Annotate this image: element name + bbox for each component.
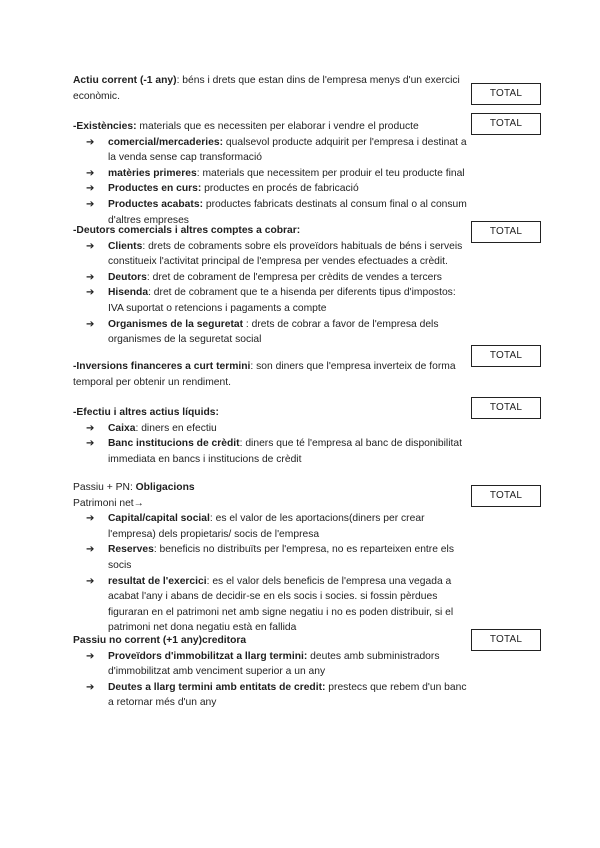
- list-item: [73, 436, 468, 467]
- item-text: productes en procés de fabricació: [201, 183, 359, 195]
- item-text: : es el valor de les aportacions(diners per crear l'empresa) dels propietaris/ socis de l'empresa: [108, 513, 425, 540]
- item-term: Proveïdors d'immobilitzat a llarg termini:: [108, 650, 308, 662]
- list-item: [73, 166, 468, 182]
- section-passiu-pn: [73, 480, 468, 636]
- item-term: Clients: [108, 240, 143, 252]
- inversions-term: -Inversions financeres a curt termini: [73, 361, 251, 372]
- inversions-text: : son diners que l'empresa inverteix de forma temporal per obtenir un rendiment.: [73, 361, 456, 388]
- passiu-pn-list: [73, 511, 468, 636]
- item-term: Caixa: [108, 422, 136, 434]
- existencies-heading: [73, 119, 468, 135]
- item-term: Productes acabats:: [108, 198, 203, 210]
- existencies-term: -Existències:: [73, 121, 137, 132]
- list-item: [73, 542, 468, 573]
- list-item: [73, 511, 468, 542]
- list-item: [73, 285, 468, 316]
- list-item: [73, 135, 468, 166]
- item-term: Hisenda: [108, 287, 149, 299]
- section-inversions: [73, 359, 468, 390]
- item-text: : drets de cobrar a favor de l'empresa dels organismes de la seguretat social: [108, 318, 439, 346]
- section-actiu-corrent: [73, 73, 468, 104]
- list-item: [73, 270, 468, 286]
- passiu-no-corrent-list: [73, 649, 468, 711]
- actiu-corrent-definition: [73, 73, 468, 104]
- efectiu-list: [73, 421, 468, 468]
- efectiu-heading: [73, 405, 468, 421]
- efectiu-term: -Efectiu i altres actius líquids:: [73, 407, 219, 418]
- total-box-existencies: TOTAL: [471, 113, 541, 135]
- existencies-list: [73, 135, 468, 229]
- section-existencies: [73, 119, 468, 228]
- item-text: productes fabricats destinats al consum final o al consum d'altres empreses: [108, 198, 467, 226]
- item-text: qualsevol producte adquirit per l'empresa i destinat a la venda sense cap transformació: [108, 136, 467, 164]
- passiu-no-corrent-heading: [73, 633, 468, 649]
- item-text: : dret de cobrament de l'empresa per crèdits de vendes a tercers: [146, 271, 442, 283]
- list-item: [73, 649, 468, 680]
- item-text: : beneficis no distribuïts per l'empresa, no es reparteixen entre els socis: [108, 544, 454, 571]
- deutors-heading: [73, 223, 468, 239]
- item-text: : dret de cobrament que te a hisenda per diferents tipus d'impostos: IVA suportat o retencions i pagaments a compte: [108, 287, 456, 314]
- passiu-pn-term: Obligacions: [135, 482, 195, 493]
- item-term: resultat de l'exercici: [108, 575, 207, 587]
- patrimoni-net-subtitle: Patrimoni net→: [73, 497, 144, 509]
- section-passiu-no-corrent: [73, 633, 468, 711]
- section-deutors: [73, 223, 468, 348]
- item-text: : diners que té l'empresa al banc de disponibilitat immediata en bancs i institucions de crèdit: [108, 438, 462, 465]
- item-term: Capital/capital social: [108, 513, 210, 525]
- existencies-text: materials que es necessiten per elaborar i vendre el producte: [136, 121, 419, 132]
- item-term: Reserves: [108, 544, 154, 556]
- deutors-list: [73, 239, 468, 348]
- total-box-efectiu: TOTAL: [471, 397, 541, 419]
- total-box-inversions: TOTAL: [471, 345, 541, 367]
- list-item: [73, 239, 468, 270]
- actiu-corrent-text: : béns i drets que estan dins de l'empresa menys d'un exercici econòmic.: [73, 75, 460, 102]
- list-item: [73, 317, 468, 348]
- item-text: : materials que necessitem per produir el teu producte final: [196, 167, 465, 179]
- item-term: Deutors: [108, 271, 147, 283]
- item-term: Organismes de la seguretat: [108, 318, 244, 330]
- item-term: Deutes a llarg termini amb entitats de credit:: [108, 681, 326, 693]
- item-text: : diners en efectiu: [135, 422, 217, 434]
- passiu-pn-heading: [73, 480, 468, 496]
- deutors-term: -Deutors comercials i altres comptes a cobrar:: [73, 225, 301, 236]
- total-box-passiu-no-corrent: TOTAL: [471, 629, 541, 651]
- item-term: comercial/mercaderies:: [108, 136, 224, 148]
- item-term: matèries primeres: [108, 167, 197, 179]
- list-item: [73, 181, 468, 197]
- total-box-actiu-corrent: TOTAL: [471, 83, 541, 105]
- item-text: deutes amb subministradors d'immobilitzat amb venciment superior a un any: [108, 650, 440, 678]
- section-efectiu: [73, 405, 468, 467]
- list-item: [73, 574, 468, 636]
- item-text: : es el valor dels beneficis de l'empresa una vegada a acabat l'any i abans de decidir-se en els socis i socies. si fossin pèrdues figuraran en el patrimoni net amb signe negatiu i no es poden distribuir, si el patrimoni net dona negatiu està en fallida: [108, 575, 454, 634]
- item-text: : drets de cobraments sobre els proveïdors habituals de béns i serveis constitueix l'activitat principal de l'empresa per vendes efectuades a crèdit.: [108, 240, 463, 268]
- inversions-definition: [73, 359, 468, 390]
- passiu-no-corrent-term: Passiu no corrent (+1 any)creditora: [73, 635, 247, 646]
- actiu-corrent-term: Actiu corrent (-1 any): [73, 75, 177, 86]
- list-item: [73, 421, 468, 437]
- total-box-deutors: TOTAL: [471, 221, 541, 243]
- total-box-passiu-pn: TOTAL: [471, 485, 541, 507]
- passiu-pn-prefix: Passiu + PN:: [73, 482, 136, 493]
- item-text: prestecs que rebem d'un banc a retornar més d'un any: [108, 681, 467, 709]
- item-term: Productes en curs:: [108, 183, 202, 195]
- list-item: [73, 680, 468, 711]
- item-term: Banc institucions de crèdit: [108, 438, 240, 450]
